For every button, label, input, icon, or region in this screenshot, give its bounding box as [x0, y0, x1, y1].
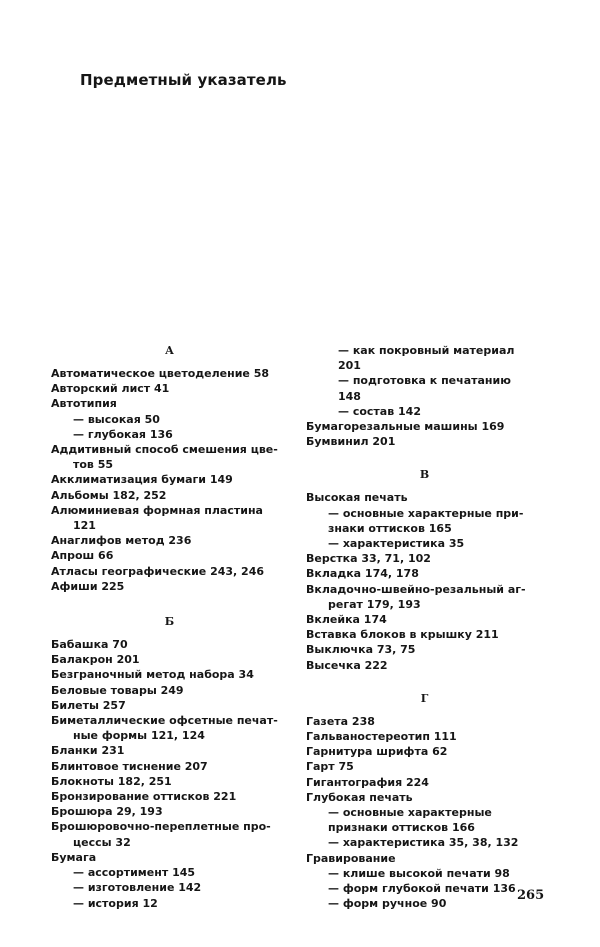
index-entry-continuation: признаки оттисков 166	[328, 821, 475, 835]
page-number: 265	[517, 888, 545, 903]
index-entry: Биметаллические офсетные печат-	[51, 714, 278, 728]
index-entry: Акклиматизация бумаги 149	[51, 473, 233, 487]
index-entry: Автотипия	[51, 397, 117, 411]
index-entry: Алюминиевая формная пластина	[51, 503, 263, 517]
index-subentry: — изготовление 142	[73, 881, 202, 895]
index-entry: Гарт 75	[306, 760, 354, 774]
index-subentry: — основные характерные при-	[328, 506, 524, 520]
index-entry-continuation: 201	[338, 359, 361, 373]
index-entry: Авторский лист 41	[51, 382, 170, 396]
index-subentry: — форм ручное 90	[328, 897, 447, 911]
index-entry: Безграночный метод набора 34	[51, 668, 254, 682]
index-subentry: — форм глубокой печати 136	[328, 882, 516, 896]
index-entry: Атласы географические 243, 246	[51, 564, 265, 578]
page-title: Предметный указатель	[80, 71, 287, 89]
index-entry: Вставка блоков в крышку 211	[306, 628, 499, 642]
index-entry-continuation: тов 55	[73, 458, 114, 472]
index-entry: Высокая печать	[306, 491, 408, 505]
index-entry: Балакрон 201	[51, 653, 140, 667]
index-entry-continuation: знаки оттисков 165	[328, 521, 452, 535]
index-subentry: — как покровный материал	[338, 344, 515, 357]
index-entry: Аддитивный способ смешения цве-	[51, 443, 278, 457]
index-entry: Афиши 225	[51, 579, 125, 593]
index-entry: Гравирование	[306, 851, 396, 865]
index-entry: Брошюра 29, 193	[51, 805, 163, 819]
section-letter-v: В	[419, 468, 430, 482]
index-subentry: — история 12	[73, 896, 158, 910]
index-entry-continuation: ные формы 121, 124	[73, 729, 205, 743]
index-entry: Бумагорезальные машины 169	[306, 420, 505, 434]
index-subentry: — основные характерные	[328, 806, 492, 820]
index-subentry: — глубокая 136	[73, 427, 173, 441]
index-entry: Бумвинил 201	[306, 435, 396, 449]
index-entry-continuation: 148	[338, 389, 361, 403]
index-subentry: — подготовка к печатанию	[338, 374, 511, 388]
index-subentry: — состав 142	[338, 404, 421, 418]
index-column-left	[51, 343, 288, 911]
section-letter-b: Б	[164, 615, 175, 629]
index-entry: Альбомы 182, 252	[51, 488, 167, 502]
index-entry: Вкладочно-швейно-резальный аг-	[306, 582, 526, 596]
index-entry: Апрош 66	[51, 549, 114, 563]
index-entry: Билеты 257	[51, 698, 126, 712]
index-subentry: — характеристика 35	[328, 537, 465, 551]
index-entry: Верстка 33, 71, 102	[306, 552, 431, 566]
index-entry-continuation: 121	[73, 519, 96, 533]
index-entry: Блокноты 182, 251	[51, 774, 172, 788]
index-entry: Глубокая печать	[306, 790, 413, 804]
index-entry: Выключка 73, 75	[306, 643, 416, 657]
index-subentry: — ассортимент 145	[73, 866, 196, 880]
index-entry: Бронзирование оттисков 221	[51, 790, 237, 804]
index-entry: Анаглифов метод 236	[51, 534, 192, 548]
index-entry: Высечка 222	[306, 658, 388, 672]
index-column-right	[306, 343, 543, 912]
index-subentry: — высокая 50	[73, 412, 160, 426]
index-entry: Беловые товары 249	[51, 683, 184, 697]
index-entry: Вкладка 174, 178	[306, 567, 419, 581]
index-entry: Вклейка 174	[306, 613, 387, 627]
index-entry-continuation: регат 179, 193	[328, 597, 421, 611]
section-letter-a: А	[165, 344, 174, 357]
index-entry: Гигантография 224	[306, 775, 429, 789]
index-subentry: — клише высокой печати 98	[328, 866, 510, 880]
index-entry: Гальваностереотип 111	[306, 730, 457, 744]
index-entry: Бланки 231	[51, 744, 125, 758]
section-letter-g: Г	[420, 691, 429, 705]
index-entry-continuation: цессы 32	[73, 835, 131, 849]
index-entry: Брошюровочно-переплетные про-	[51, 820, 271, 834]
index-entry: Блинтовое тиснение 207	[51, 759, 208, 773]
index-entry: Автоматическое цветоделение 58	[51, 367, 270, 380]
index-entry: Гарнитура шрифта 62	[306, 745, 448, 759]
index-entry: Бумага	[51, 850, 97, 864]
index-entry: Бабашка 70	[51, 638, 128, 652]
index-entry: Газета 238	[306, 714, 375, 728]
index-subentry: — характеристика 35, 38, 132	[328, 836, 519, 850]
